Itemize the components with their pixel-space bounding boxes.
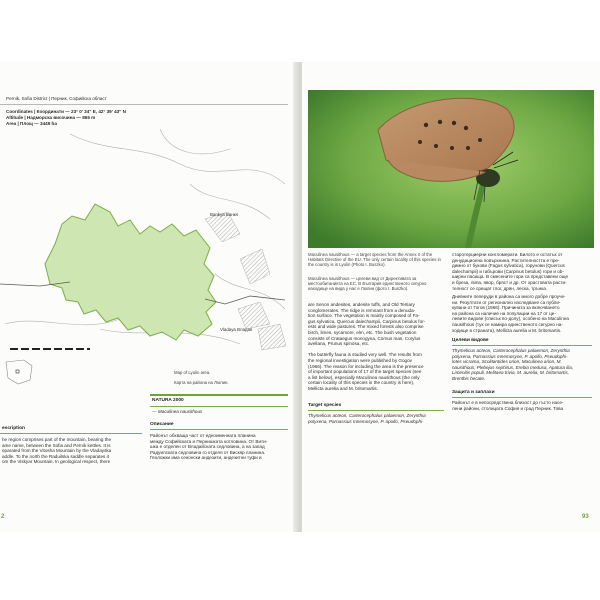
header-location: Pernik, Sofia District | Перник, Софийска област: [6, 96, 107, 101]
opisanie-title: Описание: [150, 422, 174, 427]
english-description-text: are Senon andesites, andesite tuffs, and Old Tertiary conglomerates. The ridge is remnant from a denuda- tion surface. The vegetation is mainly composed of Fa- gus sylvatica, Quercus dalechampii, Carpinus betulus for- ests and wide pastures. The mixed forests also comprise birch, limes, sycamore, elm, etc. The bush vegetation consists of Crataegus monogyna, Cornus mas, Corylus avellana, Prunus spinosa, etc. The butterfly fauna is studied very well. The results from the regional investigation were published by Gogov (1966). The reason for including the area is the presence of important populations of 17 of the target species (see a list below), especially Maculinea nausithous (the only certain locality of this species in the country is here), Mellicta aurelia and M. britomartis.: [308, 302, 426, 391]
lyulin-map: [0, 124, 290, 354]
altitude: Altitude | Надморска височина — 865 m: [6, 115, 96, 120]
threats-title: Защита и заплахи: [452, 390, 495, 395]
description-divider: [0, 433, 142, 434]
photo-caption-en: Maculinea nausithous — a target species from the Annex II of the Habitats Directive of the EU. The only certain locality of this species in the country is in Lyulin (Photo I. Buszko).: [308, 252, 441, 268]
natura-title: NATURA 2000: [152, 398, 184, 403]
threats-divider: [452, 397, 592, 398]
target-bg-title: Целеви видове: [452, 338, 489, 343]
area: Area | Площ — 3449 ha: [6, 121, 57, 126]
inset-locator-map: [4, 358, 34, 386]
target-species-divider: [308, 410, 444, 411]
header-divider: [0, 104, 288, 105]
description-title: escription: [2, 426, 25, 431]
natura-bar: [150, 394, 288, 396]
description-text: he region comprises part of the mountain, bearing the ame name, between the Sofia and Pernik kettles. It is eparated from the Vitosha Mountain by the Vladayska addle. To the north the Raduilska saddle separates it om the Viskyar Mountain. In geological respect, there: [2, 437, 112, 465]
map-caption-bg: Карта на района на Люлин.: [174, 380, 229, 385]
place-label-bankya: Bankya Банкя: [210, 212, 238, 217]
butterfly-photo: [308, 90, 594, 248]
target-species-title: Target species: [308, 403, 342, 408]
right-page-number: 93: [582, 514, 589, 520]
left-page: [0, 62, 298, 532]
photo-caption-bg: Maculinea nausithous — целеви вид от Директивата за местообитанията на ЕС. В България единственото сигурно находище на вида у нас е Люлин (фото I. Buszko).: [308, 276, 427, 292]
place-label-vladaya: Vladaya Владая: [220, 327, 253, 332]
target-bg-text: Thymelicus acteon, Carterocephalus palaemon, Zerynthia polyxena, Parnassius mnemosyne, P. apollo, Pseudophi- lotes vicrama, Scolitantides orion, Maculinea arion, M. nausithous, Plebejus sephirus, Erebia medusa, Apatura ilia, Limenitis populi, Melitaea trivia, M. aurelia, M. britomartis, Brenthis hecate.: [452, 348, 574, 381]
coordinates: Coordinates | Координати — 23° 0' 34" E, 42° 39' 43" N: [6, 109, 126, 114]
natura-species: — Maculinea nausithous: [152, 409, 203, 414]
target-species-text: Thymelicus acteon, Carterocephalus palaemon, Zerynthia polyxena, Parnassius mnemosyne, P. apollo, Pseudophi-: [308, 413, 426, 424]
bulgarian-fauna-text: Дневните пеперуди в района са много добре проуче- ни. Резултати от регионално изследване са публи- кувани от Гогов (1966). Причината за включването на района са наличие на популации на 17 от це- левите видове (списък по-долу), особено на Maculinea nausithous (тук се намира единственото сигурно на- ходище в страната), Mellicta aurelia и M. britomartis.: [452, 294, 569, 333]
bulgarian-description-text: старотерциерни конгломерати. Билото е остатък от денудационна повърхнина. Растителността е пре- димно от букови (Fagus sylvatica), горунови (Quercus dalechampii) и габърови (Carpinus betulus) гори и ob- ширни пасища. В смесените гори са представени още и бреза, липа, явор, бряст и др. От храстовата расти- телност се срещат глог, дрян, леска, трънка.: [452, 252, 569, 291]
opisanie-divider: [150, 429, 288, 430]
opisanie-text: Районът обхваща част от едноименната планина между Софийската и Пернишката котловина. От Вити- шка е отделен от Владайската седловина, а на запад Радуилската седловина го отделя от Вискяр планина. Геоложки има сенонски андезити, андезитни туфи и: [150, 433, 268, 461]
target-bg-divider: [452, 345, 592, 346]
natura-divider: [150, 406, 288, 407]
threats-text: Районът е в непосредствена близост до гъсто насе- лени райони, столицата София и град Перник. Това: [452, 400, 564, 411]
protected-area-polygon: [45, 204, 216, 340]
map-caption-en: Map of Lyulin area.: [174, 370, 211, 375]
open-book-spread: [0, 62, 600, 532]
right-page: [302, 62, 600, 532]
left-page-number: 2: [1, 514, 5, 520]
